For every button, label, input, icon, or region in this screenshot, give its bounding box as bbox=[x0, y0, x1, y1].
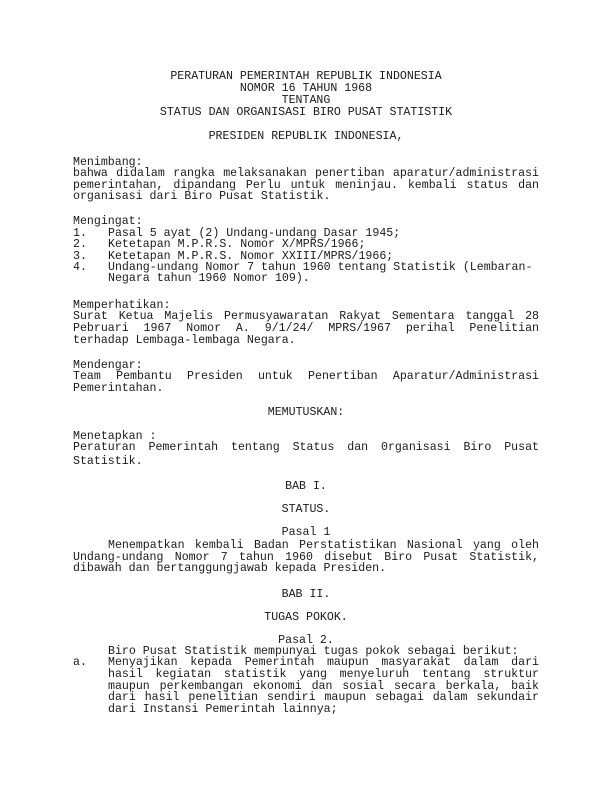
pasal1-line: Undang-undang Nomor 7 tahun 1960 disebut Biro Pusat Statistik, bbox=[73, 551, 539, 564]
memperhatikan-line: Surat Ketua Majelis Permusyawaratan Rakyat Sementara tanggal 28 bbox=[73, 310, 539, 323]
mendengar-line: Team Pembantu Presiden untuk Penertiban Aparatur/Administrasi bbox=[73, 370, 539, 383]
bab1-title: BAB I. bbox=[285, 480, 327, 493]
pasal2-item-label: a. bbox=[73, 656, 87, 669]
pasal2-intro: Biro Pusat Statistik mempunyai tugas pokok sebagai berikut: bbox=[108, 645, 519, 658]
memperhatikan-label: Memperhatikan: bbox=[73, 299, 171, 312]
pasal1-line: dibawah dan bertanggungjawab kepada Presiden. bbox=[73, 562, 387, 575]
menimbang-label: Menimbang: bbox=[73, 156, 143, 169]
menimbang-line: pemerintahan, dipandang Perlu untuk meninjau. kembali status dan bbox=[73, 179, 539, 192]
pasal2-item-line: dari hasil penelitian sendiri maupun sebagai dalam sekundair bbox=[108, 691, 539, 704]
menetapkan-line: Statistik. bbox=[73, 455, 143, 468]
mengingat-item-number: 4. bbox=[73, 261, 87, 274]
pasal2-item-line: Menyajikan kepada Pemerintah maupun masyarakat dalam dari bbox=[108, 656, 539, 669]
memutuskan-heading: MEMUTUSKAN: bbox=[267, 406, 345, 419]
menimbang-line: organisasi dari Biro Pusat Statistik. bbox=[73, 190, 331, 203]
bab2-subtitle: TUGAS POKOK. bbox=[264, 611, 348, 624]
mengingat-item-text: Ketetapan M.P.R.S. Nomor X/MPRS/1966; bbox=[108, 238, 366, 251]
pasal1-title: Pasal 1 bbox=[281, 526, 331, 539]
mengingat-label: Mengingat: bbox=[73, 215, 143, 228]
pasal1-line: Menempatkan kembali Badan Perstatistikan Nasional yang oleh bbox=[108, 539, 539, 552]
pasal2-item-line: dari Instansi Pemerintah lainnya; bbox=[108, 703, 338, 716]
mengingat-item-text: Ketetapan M.P.R.S. Nomor XXIII/MPRS/1966; bbox=[108, 250, 394, 263]
doc-title-number: NOMOR 16 TAHUN 1968 bbox=[239, 82, 373, 95]
menetapkan-label: Menetapkan : bbox=[73, 430, 157, 443]
mendengar-line: Pemerintahan. bbox=[73, 382, 164, 395]
doc-title-tentang: TENTANG bbox=[281, 94, 331, 107]
bab1-subtitle: STATUS. bbox=[281, 503, 331, 516]
pasal2-item-line: maupun perkembangan ekonomi dan sosial secara berkala, baik bbox=[108, 680, 539, 693]
pasal2-item-line: hasil kegiatan statistik yang menyeluruh tentang struktur bbox=[108, 668, 539, 681]
mengingat-item-number: 1. bbox=[73, 227, 87, 240]
doc-issuer: PRESIDEN REPUBLIK INDONESIA, bbox=[208, 130, 404, 143]
bab2-title: BAB II. bbox=[281, 588, 331, 601]
mengingat-item-text: Pasal 5 ayat (2) Undang-undang Dasar 1945; bbox=[108, 227, 401, 240]
menetapkan-line: Peraturan Pemerintah tentang Status dan 0rganisasi Biro Pusat bbox=[73, 441, 539, 454]
mengingat-item-number: 2. bbox=[73, 238, 87, 251]
mendengar-label: Mendengar: bbox=[73, 359, 143, 372]
doc-title-subject: STATUS DAN ORGANISASI BIRO PUSAT STATISTIK bbox=[159, 106, 453, 119]
pasal2-title: Pasal 2. bbox=[278, 634, 334, 647]
mengingat-item-number: 3. bbox=[73, 250, 87, 263]
menimbang-line: bahwa didalam rangka melaksanakan penertiban aparatur/administrasi bbox=[73, 167, 539, 180]
memperhatikan-line: terhadap Lembaga-lembaga Negara. bbox=[73, 334, 296, 347]
mengingat-item-text: Undang-undang Nomor 7 tahun 1960 tentang Statistik (Lembaran- bbox=[108, 261, 533, 274]
memperhatikan-line: Pebruari 1967 Nomor A. 9/1/24/ MPRS/1967 perihal Penelitian bbox=[73, 322, 539, 335]
mengingat-item-continuation: Negara tahun 1960 Nomor 109). bbox=[108, 272, 310, 285]
doc-title-line1: PERATURAN PEMERINTAH REPUBLIK INDONESIA bbox=[170, 70, 442, 83]
